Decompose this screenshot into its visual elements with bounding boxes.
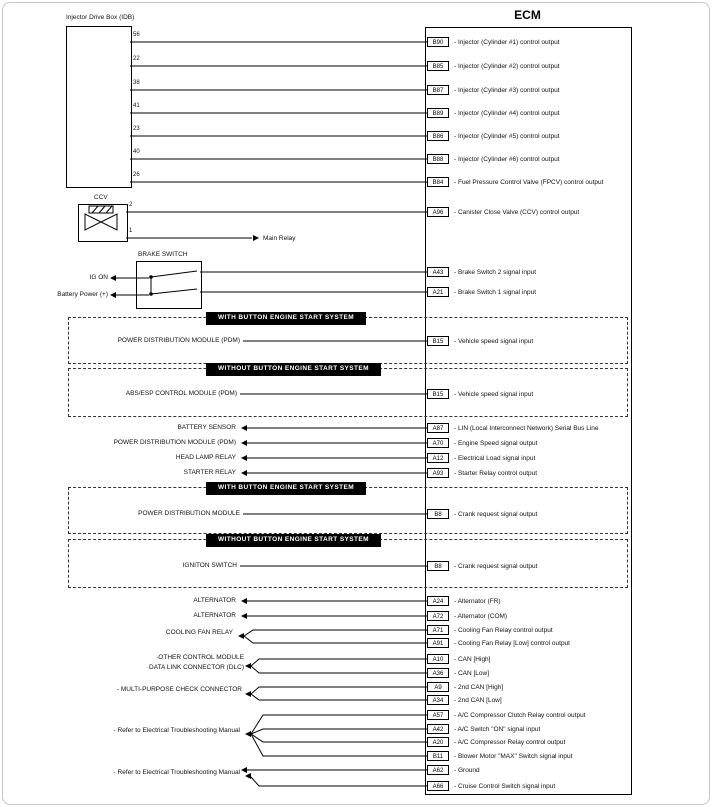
idb-pin-number: 22 [133, 56, 140, 62]
ecm-pin-A42: A42 [427, 724, 449, 734]
component-label: ALTERNATOR [193, 612, 236, 619]
ecm-pin-desc: - A/C Compressor Relay control output [454, 739, 566, 746]
ecm-pin-A87: A87 [427, 423, 449, 433]
ecm-pin-desc: - Brake Switch 2 signal input [454, 269, 537, 276]
ecm-pin-desc: - Alternator (FR) [454, 598, 501, 605]
ecm-pin-desc: - Fuel Pressure Control Valve (FPCV) control output [454, 179, 604, 186]
section-banner: WITHOUT BUTTON ENGINE START SYSTEM [206, 534, 381, 547]
section-banner: WITHOUT BUTTON ENGINE START SYSTEM [206, 363, 381, 376]
arrow-left-icon [245, 663, 251, 669]
ccv-label: CCV [94, 194, 108, 201]
idb-box [66, 26, 132, 188]
ecm-pin-desc: - Cooling Fan Relay [Low] control output [454, 640, 570, 647]
arrow-left-icon [238, 633, 244, 639]
ecm-pin-desc: - Injector (Cylinder #4) control output [454, 110, 560, 117]
ecm-pin-desc: - Starter Relay control output [454, 470, 538, 477]
ccv-pin-number-bottom: 1 [129, 228, 133, 234]
ecm-pin-A96: A96 [427, 207, 449, 217]
ecm-pin-B90: B90 [427, 37, 449, 47]
wire [251, 659, 427, 666]
ecm-pin-desc: - Injector (Cylinder #2) control output [454, 63, 560, 70]
ecm-pin-A21: A21 [427, 287, 449, 297]
ecm-pin-B87: B87 [427, 85, 449, 95]
ecm-pin-desc: - Electrical Load signal input [454, 455, 536, 462]
brake-switch-label: BRAKE SWITCH [138, 251, 188, 258]
idb-pin-number: 56 [133, 32, 140, 38]
idb-pin-number: 26 [133, 172, 140, 178]
component-label: ·OTHER CONTROL MODULE [156, 654, 244, 661]
ecm-pin-A57: A57 [427, 710, 449, 720]
wire [251, 715, 427, 734]
dashed-section-3 [68, 536, 628, 588]
wire [251, 734, 427, 756]
ecm-pin-desc: - Vehicle speed signal input [454, 338, 534, 345]
component-label: COOLING FAN RELAY [165, 629, 233, 636]
ecm-pin-B15: B15 [427, 336, 449, 346]
ccv-box [78, 204, 128, 242]
component-label: ABS/ESP CONTROL MODULE (PDM) [125, 390, 237, 397]
ecm-pin-A20: A20 [427, 737, 449, 747]
ecm-pin-A71: A71 [427, 625, 449, 635]
wire [251, 729, 427, 734]
idb-pin-number: 38 [133, 80, 140, 86]
ecm-pin-desc: - Alternator (COM) [454, 613, 508, 620]
ecm-pin-desc: - 2nd CAN [Low] [454, 697, 502, 704]
ecm-pin-desc: - LIN (Local Interconnect Network) Serial Bus Line [454, 425, 599, 432]
ecm-pin-desc: - Blower Motor "MAX" Switch signal input [454, 753, 573, 760]
arrow-left-icon [241, 598, 247, 604]
ecm-pin-B88: B88 [427, 154, 449, 164]
arrow-left-icon [245, 731, 251, 737]
ecm-pin-desc: - Ground [454, 767, 480, 774]
ccv-pin-number-top: 2 [129, 202, 133, 208]
component-label: ALTERNATOR [193, 597, 236, 604]
ecm-pin-A34: A34 [427, 695, 449, 705]
wire [251, 687, 427, 694]
component-label: POWER DISTRIBUTION MODULE [138, 510, 240, 517]
component-label: HEAD LAMP RELAY [175, 454, 236, 461]
arrow-left-icon [110, 275, 116, 281]
component-label: POWER DISTRIBUTION MODULE (PDM) [117, 337, 240, 344]
section-banner: WITH BUTTON ENGINE START SYSTEM [206, 482, 366, 495]
ecm-pin-B84: B84 [427, 177, 449, 187]
ecm-pin-A72: A72 [427, 611, 449, 621]
ecm-pin-desc: - A/C Compressor Clutch Relay control output [454, 712, 586, 719]
idb-label: Injector Drive Box (IDB) [66, 14, 135, 21]
ecm-pin-A43: A43 [427, 267, 449, 277]
component-label: Battery Power (+) [57, 291, 108, 298]
idb-pin-number: 23 [133, 126, 140, 132]
ecm-pin-desc: - Crank request signal output [454, 511, 538, 518]
wire [251, 734, 427, 742]
wire [244, 636, 427, 643]
component-label: BATTERY SENSOR [177, 424, 236, 431]
component-label: STARTER RELAY [183, 469, 236, 476]
ecm-pin-B8: B8 [427, 561, 449, 571]
ecm-pin-A93: A93 [427, 468, 449, 478]
ecm-pin-desc: - Vehicle speed signal input [454, 391, 534, 398]
component-label: - MULTI-PURPOSE CHECK CONNECTOR [116, 686, 242, 693]
ecm-pin-desc: - Injector (Cylinder #5) control output [454, 133, 560, 140]
ecm-pin-desc: - Cooling Fan Relay control output [454, 627, 553, 634]
ecm-pin-A24: A24 [427, 596, 449, 606]
ecm-pin-B86: B86 [427, 131, 449, 141]
ecm-pin-desc: - Engine Speed signal output [454, 440, 538, 447]
wire [244, 630, 427, 636]
arrow-left-icon [241, 613, 247, 619]
arrow-left-icon [245, 773, 251, 779]
arrow-left-icon [110, 292, 116, 298]
component-label: ·DATA LINK CONNECTOR (DLC) [146, 664, 244, 671]
ecm-pin-desc: - Injector (Cylinder #1) control output [454, 39, 560, 46]
arrow-left-icon [241, 440, 247, 446]
ecm-pin-desc: - Injector (Cylinder #6) control output [454, 156, 560, 163]
arrow-right-icon [253, 235, 259, 241]
ecm-pin-B11: B11 [427, 751, 449, 761]
component-label: - Refer to Electrical Troubleshooting Manual [113, 769, 240, 776]
wire [251, 666, 427, 673]
ecm-pin-desc: - Crank request signal output [454, 563, 538, 570]
component-label: - Refer to Electrical Troubleshooting Manual [113, 727, 240, 734]
arrow-left-icon [245, 691, 251, 697]
arrow-left-icon [241, 455, 247, 461]
ecm-pin-desc: - CAN [High] [454, 656, 491, 663]
component-label: IG ON [89, 274, 108, 281]
ecm-pin-A9: A9 [427, 682, 449, 692]
ecm-pin-B8: B8 [427, 509, 449, 519]
idb-pin-number: 40 [133, 149, 140, 155]
idb-pin-number: 41 [133, 103, 140, 109]
ecm-pin-A66: A66 [427, 781, 449, 791]
ecm-pin-desc: - A/C Switch "ON" signal input [454, 726, 541, 733]
component-label: IGNITON SWITCH [182, 562, 237, 569]
ecm-pin-desc: - 2nd CAN [High] [454, 684, 504, 691]
ecm-pin-A10: A10 [427, 654, 449, 664]
ecm-pin-B85: B85 [427, 61, 449, 71]
wire [251, 694, 427, 700]
ecm-pin-A70: A70 [427, 438, 449, 448]
ecm-pin-A36: A36 [427, 668, 449, 678]
arrow-left-icon [241, 767, 247, 773]
component-label: POWER DISTRIBUTION MODULE (PDM) [113, 439, 236, 446]
wire [251, 777, 427, 786]
ecm-pin-desc: - Injector (Cylinder #3) control output [454, 87, 560, 94]
arrow-left-icon [241, 470, 247, 476]
ecm-title: ECM [514, 8, 541, 22]
brake-switch-box [136, 261, 202, 309]
ecm-pin-desc: - Brake Switch 1 signal input [454, 289, 537, 296]
ecm-pin-desc: - Cruise Control Switch signal input [454, 783, 556, 790]
ecm-pin-A12: A12 [427, 453, 449, 463]
main-relay-label: Main Relay [263, 235, 296, 242]
section-banner: WITH BUTTON ENGINE START SYSTEM [206, 312, 366, 325]
ecm-pin-B89: B89 [427, 108, 449, 118]
ecm-pin-desc: - Canister Close Valve (CCV) control output [454, 209, 580, 216]
ecm-pin-B15: B15 [427, 389, 449, 399]
ecm-pin-desc: - CAN [Low] [454, 670, 490, 677]
arrow-left-icon [241, 425, 247, 431]
ecm-pin-A91: A91 [427, 638, 449, 648]
ecm-pin-A62: A62 [427, 765, 449, 775]
